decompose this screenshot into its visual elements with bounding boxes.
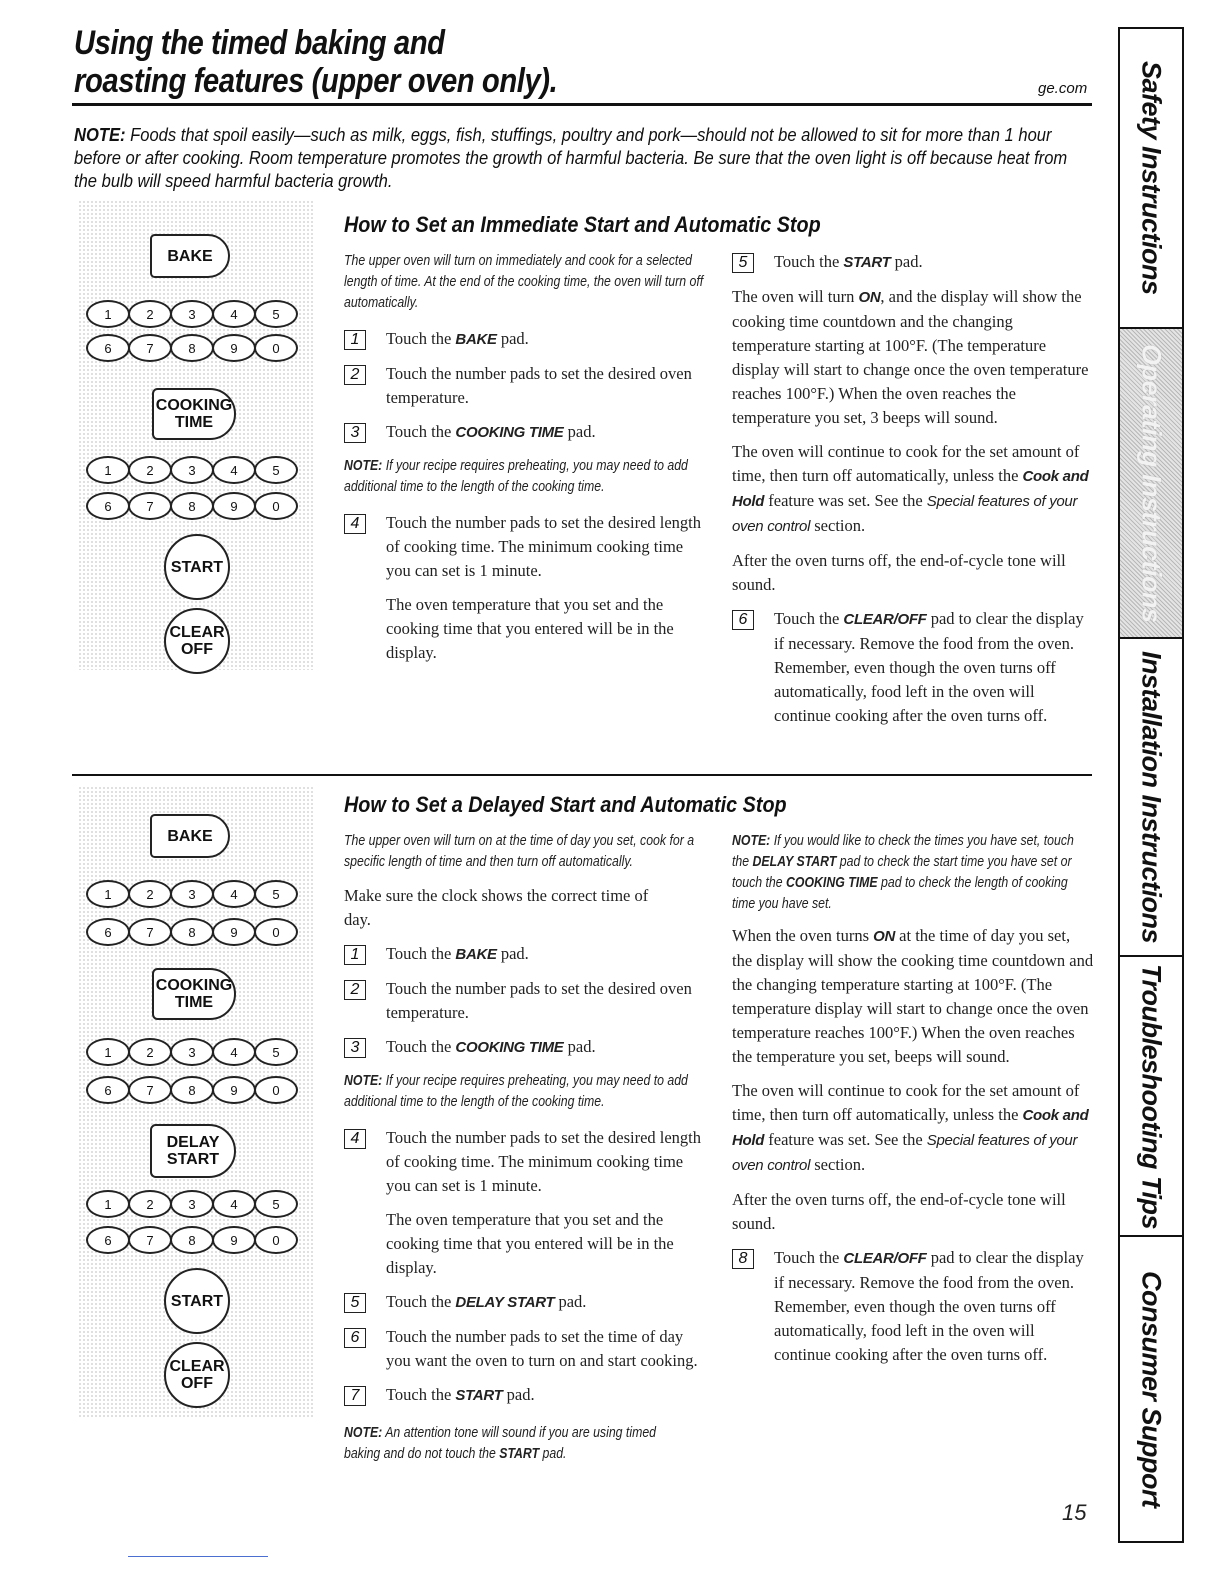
number-pad: 9 [212, 1076, 256, 1104]
section1-step-1: 1 Touch the BAKE pad. [344, 327, 706, 352]
tab-label: Consumer Support [1136, 1270, 1167, 1508]
number-pad: 3 [170, 1038, 214, 1066]
number-pad: 7 [128, 1226, 172, 1254]
bake-pad: BAKE [150, 814, 230, 858]
number-pad: 8 [170, 1076, 214, 1104]
number-pad: 3 [170, 456, 214, 484]
number-pad: 1 [86, 1038, 130, 1066]
top-note [74, 124, 1084, 193]
section2-preheat-note: NOTE: If your recipe requires preheating, you may need to add additional time to the length of the cooking time. [344, 1072, 688, 1110]
section1-left-column [344, 250, 706, 675]
number-pad: 3 [170, 300, 214, 328]
tab-consumer-support[interactable] [1120, 1237, 1182, 1541]
number-pad: 1 [86, 300, 130, 328]
section2-step-5: 5 Touch the DELAY START pad. [344, 1290, 706, 1315]
bake-pad: BAKE [150, 234, 230, 278]
number-pad: 8 [170, 334, 214, 362]
section1-preheat-note: NOTE: If your recipe requires preheating, you may need to add additional time to the length of the cooking time. [344, 457, 688, 495]
number-pad: 8 [170, 918, 214, 946]
number-pad: 5 [254, 1190, 298, 1218]
control-panel-illustration-2 [78, 786, 314, 1418]
number-pad: 3 [170, 880, 214, 908]
section-heading-immediate-start: How to Set an Immediate Start and Automatic Stop [344, 212, 821, 237]
number-pad: 1 [86, 456, 130, 484]
section2-step-3: 3 Touch the COOKING TIME pad. [344, 1035, 706, 1060]
number-pad: 3 [170, 1190, 214, 1218]
number-pad: 2 [128, 456, 172, 484]
number-pads-row [86, 880, 296, 908]
section1-step-3: 3 Touch the COOKING TIME pad. [344, 420, 706, 445]
number-pad: 4 [212, 880, 256, 908]
number-pad: 5 [254, 300, 298, 328]
tab-label: Troubleshooting Tips [1136, 963, 1167, 1229]
section2-paragraph-continue: The oven will continue to cook for the set amount of time, then turn off automatically, unless the Cook and Hold feature was set. See the Special features of your oven control section. [732, 1081, 1089, 1174]
section1-paragraph-continue: The oven will continue to cook for the set amount of time, then turn off automatically, unless the Cook and Hold feature was set. See the Special features of your oven control section. [732, 442, 1089, 535]
section2-step-1: 1 Touch the BAKE pad. [344, 942, 706, 967]
clear-off-pad: CLEAR OFF [164, 1342, 230, 1408]
section-heading-delayed-start: How to Set a Delayed Start and Automatic Stop [344, 792, 787, 817]
number-pad: 4 [212, 300, 256, 328]
number-pad: 6 [86, 1076, 130, 1104]
start-pad: START [164, 1268, 230, 1334]
section1-right-column [732, 250, 1094, 738]
section2-step-6: 6 Touch the number pads to set the time of day you want the oven to turn on and start cooking. [344, 1325, 706, 1373]
number-pad: 7 [128, 1076, 172, 1104]
section1-step-6: 6 Touch the CLEAR/OFF pad to clear the display if necessary. Remove the food from the oven. Remember, even though the oven turns off automatically, food left in the oven will continue cooking after the oven turns off. [732, 607, 1094, 728]
tab-label: Operating Instructions [1136, 343, 1167, 623]
top-note-text: Foods that spoil easily—such as milk, eggs, fish, stuffings, poultry and pork—should not be allowed to sit for more than 1 hour before or after cooking. Room temperature promotes the growth of harmful bacteria. Be sure that the oven light is off because heat from the bulb will speed harmful bacteria growth. [74, 125, 1068, 191]
section2-intro: The upper oven will turn on at the time of day you set, cook for a specific length of time and then turn off automatically. [344, 832, 695, 870]
number-pad: 1 [86, 880, 130, 908]
number-pad: 0 [254, 492, 298, 520]
number-pad: 5 [254, 880, 298, 908]
number-pads-row [86, 1038, 296, 1066]
section2-right-column [732, 830, 1094, 1377]
section2-left-column [344, 830, 706, 1464]
tab-label: Installation Instructions [1136, 650, 1167, 944]
section-divider [72, 774, 1092, 776]
delay-start-pad: DELAY START [150, 1124, 236, 1178]
number-pad: 9 [212, 492, 256, 520]
cooking-time-pad: COOKING TIME [152, 388, 236, 440]
section1-intro: The upper oven will turn on immediately and cook for a selected length of time. At the end of the cooking time, the oven will turn off automatically. [344, 252, 704, 311]
cooking-time-pad: COOKING TIME [152, 968, 236, 1020]
section1-step-2: 2 Touch the number pads to set the desired oven temperature. [344, 362, 706, 410]
number-pad: 2 [128, 1038, 172, 1066]
page-title [74, 24, 1074, 100]
title-rule [72, 103, 1092, 106]
start-pad: START [164, 534, 230, 600]
number-pad: 7 [128, 492, 172, 520]
number-pads-row [86, 918, 296, 946]
section2-paragraph-tone: After the oven turns off, the end-of-cycle tone will sound. [732, 1190, 1066, 1233]
section2-clock-paragraph: Make sure the clock shows the correct time of day. [344, 886, 649, 929]
tab-safety-instructions[interactable] [1120, 29, 1182, 329]
control-panel-illustration-1 [78, 200, 314, 670]
number-pad: 6 [86, 918, 130, 946]
number-pad: 0 [254, 1226, 298, 1254]
number-pad: 6 [86, 334, 130, 362]
section2-attention-note: NOTE: An attention tone will sound if you are using timed baking and do not touch the START pad. [344, 1424, 656, 1462]
number-pad: 8 [170, 1226, 214, 1254]
tab-label: Safety Instructions [1136, 61, 1167, 295]
number-pad: 2 [128, 1190, 172, 1218]
number-pad: 4 [212, 1038, 256, 1066]
number-pad: 7 [128, 918, 172, 946]
tab-troubleshooting-tips[interactable] [1120, 957, 1182, 1237]
number-pad: 6 [86, 1226, 130, 1254]
number-pad: 9 [212, 918, 256, 946]
number-pad: 0 [254, 918, 298, 946]
site-link[interactable]: ge.com [1038, 80, 1088, 97]
section1-paragraph-on: The oven will turn ON, and the display will show the cooking time countdown and the changing temperature starting at 100°F. (The temperature display will start to change once the oven temperature reaches 100°F.) When the oven reaches the temperature you set, 3 beeps will sound. [732, 287, 1089, 427]
section1-display-paragraph: The oven temperature that you set and the cooking time that you entered will be in the display. [386, 595, 674, 662]
number-pad: 8 [170, 492, 214, 520]
section1-step-5: 5 Touch the START pad. [732, 250, 1094, 275]
section2-step-4: 4 Touch the number pads to set the desired length of cooking time. The minimum cooking time you can set is 1 minute. [344, 1126, 706, 1198]
section2-step-7: 7 Touch the START pad. [344, 1383, 706, 1408]
section-tabs [1118, 27, 1184, 1543]
section2-step-8: 8 Touch the CLEAR/OFF pad to clear the display if necessary. Remove the food from the oven. Remember, even though the oven turns off automatically, food left in the oven will continue cooking after the oven turns off. [732, 1246, 1094, 1367]
number-pad: 0 [254, 334, 298, 362]
section2-display-paragraph: The oven temperature that you set and the cooking time that you entered will be in the display. [386, 1210, 674, 1277]
number-pad: 0 [254, 1076, 298, 1104]
tab-installation-instructions[interactable] [1120, 639, 1182, 957]
number-pad: 9 [212, 334, 256, 362]
number-pads-row [86, 1190, 296, 1218]
number-pads-row [86, 1226, 296, 1254]
number-pad: 6 [86, 492, 130, 520]
clear-off-pad: CLEAR OFF [164, 608, 230, 674]
top-note-label: NOTE: [74, 125, 126, 145]
number-pad: 4 [212, 456, 256, 484]
number-pad: 9 [212, 1226, 256, 1254]
section1-step-4: 4 Touch the number pads to set the desired length of cooking time. The minimum cooking time you can set is 1 minute. [344, 511, 706, 583]
number-pads-row [86, 456, 296, 484]
tab-operating-instructions[interactable] [1120, 329, 1182, 639]
section2-step-2: 2 Touch the number pads to set the desired oven temperature. [344, 977, 706, 1025]
number-pad: 1 [86, 1190, 130, 1218]
title-line-1: Using the timed baking and [74, 24, 445, 62]
number-pads-row [86, 300, 296, 328]
footer-line [128, 1556, 268, 1557]
title-line-2: roasting features (upper oven only). [74, 62, 558, 100]
number-pad: 5 [254, 1038, 298, 1066]
page-number: 15 [1062, 1500, 1087, 1525]
number-pads-row [86, 1076, 296, 1104]
section1-paragraph-tone: After the oven turns off, the end-of-cycle tone will sound. [732, 551, 1066, 594]
number-pad: 5 [254, 456, 298, 484]
section2-check-times-note: NOTE: If you would like to check the times you have set, touch the DELAY START pad to check the start time you have set or touch the COOKING TIME pad to check the length of cooking time you have set. [732, 832, 1074, 912]
number-pads-row [86, 492, 296, 520]
number-pad: 4 [212, 1190, 256, 1218]
number-pad: 2 [128, 880, 172, 908]
section2-paragraph-on: When the oven turns ON at the time of day you set, the display will show the cooking time countdown and the changing temperature starting at 100°F. (The temperature display will start to change once the oven temperature reaches 100°F.) When the oven reaches the temperature you set, beeps will sound. [732, 926, 1094, 1066]
number-pads-row [86, 334, 296, 362]
number-pad: 7 [128, 334, 172, 362]
number-pad: 2 [128, 300, 172, 328]
